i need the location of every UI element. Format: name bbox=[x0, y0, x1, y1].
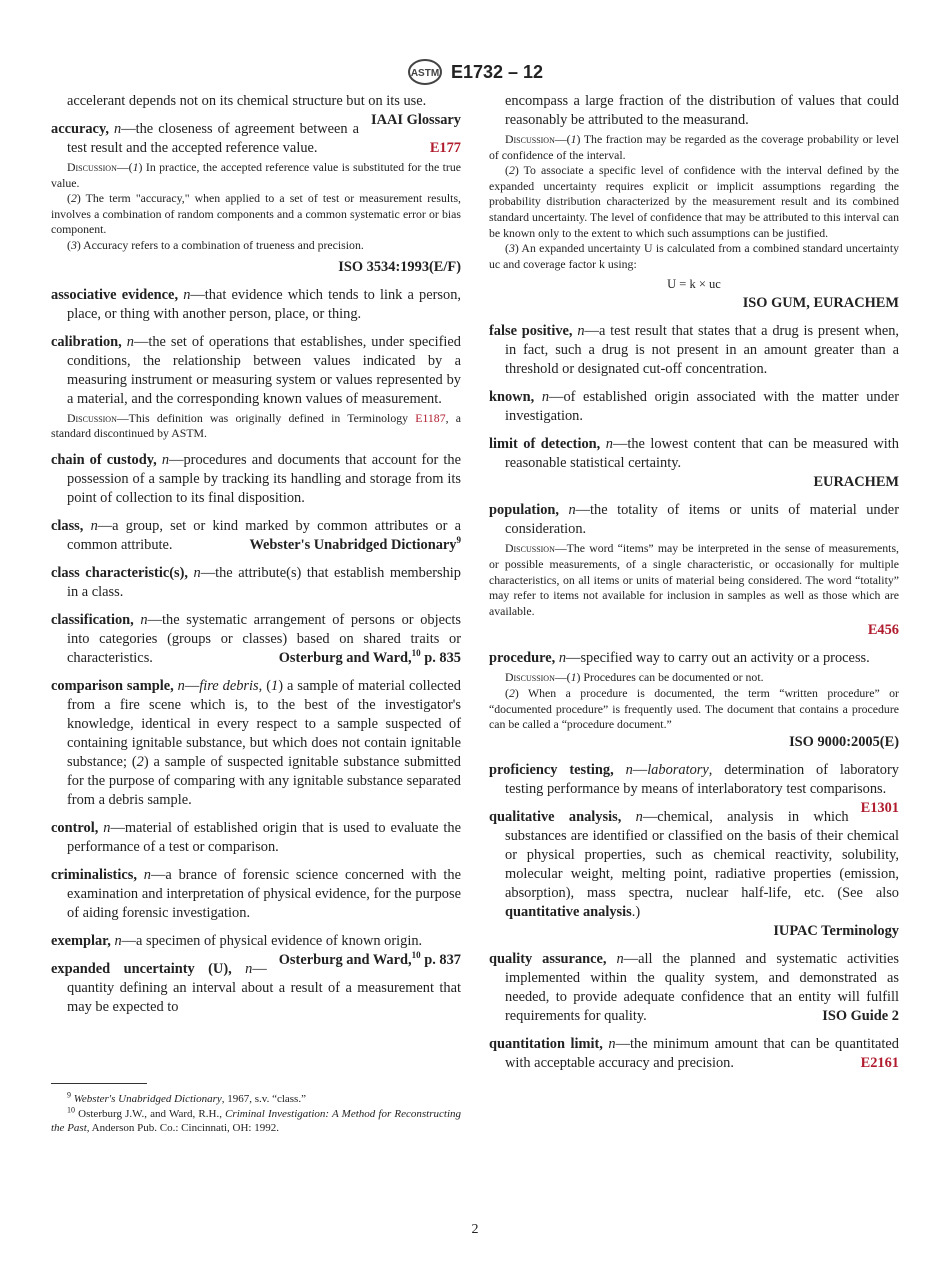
term-entry-chain-of-custody: chain of custody, n—procedures and documents that account for the possession of a sample by tracking its handling and storage from its point of collection to its final disposition. bbox=[51, 451, 461, 506]
link-e1187[interactable]: E1187 bbox=[415, 410, 446, 425]
term-entry-calibration: calibration, n—the set of operations that establishes, under specified conditions, the relationship between values indicated by a measuring instrument or measuring system or values represented by a material, and the corresponding known values of measurement. bbox=[51, 333, 461, 407]
footnote-9: $^9$ Webster's Unabridged Dictionary, 1967, s.v. “class.” bbox=[67, 1090, 306, 1105]
source-ref: EURACHEM bbox=[813, 474, 899, 491]
term-entry-proficiency-testing: proficiency testing, n—laboratory, determination of laboratory testing performance by means of interlaboratory test comparisons. E1301 bbox=[489, 761, 899, 816]
footnotes bbox=[51, 1092, 461, 1136]
link-e177[interactable]: E177 bbox=[429, 140, 461, 156]
page-header bbox=[0, 58, 950, 91]
link-e456[interactable]: E456 bbox=[867, 622, 899, 639]
formula: U = k × uc bbox=[667, 277, 721, 292]
source-ref: ISO 9000:2005(E) bbox=[789, 733, 899, 750]
left-column bbox=[51, 92, 461, 1026]
source-ref: ISO 3534:1993(E/F) bbox=[338, 258, 461, 275]
term-entry-quality-assurance: quality assurance, n—all the planned and systematic activities implemented within the quality system, and demonstrated as needed, to provide adequate confidence that an entity will fulfill requirements for quality. ISO Guide 2 bbox=[489, 950, 899, 1024]
astm-logo-icon bbox=[407, 58, 443, 86]
term-entry-associative-evidence: associative evidence, n—that evidence which tends to link a person, place, or thing with another person, place, or thing. bbox=[51, 286, 461, 322]
footnote-divider bbox=[51, 1083, 147, 1084]
source-ref: Osterburg and Ward,$^{10}$ p. 837 bbox=[278, 949, 461, 968]
discussion: Discussion—The word “items” may be interpreted in the sense of measurements, or possible measurements, of a single characteristic, or occasionally for multiple characteristics, on all items or units of material being considered. The word “totality” may refer to items not available for inclusion in samples as well as those which are available. bbox=[489, 541, 899, 618]
source-ref: ISO GUM, EURACHEM bbox=[742, 295, 899, 312]
continued-entry: encompass a large fraction of the distribution of values that could reasonably be attributed to the measurand. bbox=[505, 93, 899, 128]
source-ref: Osterburg and Ward,$^{10}$ p. 835 bbox=[278, 647, 461, 666]
term-entry-limit-of-detection: limit of detection, n—the lowest content that can be measured with reasonable statistical certainty. bbox=[489, 436, 899, 472]
continued-entry: accelerant depends not on its chemical structure but on its use. IAAI Glossary bbox=[67, 93, 461, 128]
source-ref: Webster's Unabridged Dictionary$^9$ bbox=[249, 534, 461, 553]
term-entry-accuracy: accuracy, n—the closeness of agreement between a test result and the accepted reference value. E177 bbox=[51, 121, 461, 156]
term-entry-class-characteristic: class characteristic(s), n—the attribute(s) that establish membership in a class. bbox=[51, 564, 461, 600]
term-entry-expanded-uncertainty: expanded uncertainty (U), n—quantity defining an interval about a result of a measurement that may be expected to bbox=[51, 960, 461, 1015]
source-ref: ISO Guide 2 bbox=[822, 1007, 899, 1024]
document-number: E1732 – 12 bbox=[450, 61, 544, 82]
page-number: 2 bbox=[471, 1222, 479, 1237]
term-entry-quantitation-limit: quantitation limit, n—the minimum amount that can be quantitated with acceptable accuracy and precision. E2161 bbox=[489, 1035, 899, 1071]
source-ref: IUPAC Terminology bbox=[773, 922, 899, 939]
term-entry-criminalistics: criminalistics, n—a brance of forensic science concerned with the examination and interpretation of physical evidence, for the purpose of aiding forensic investigation. bbox=[51, 866, 461, 921]
see-also-link[interactable]: quantitative analysis bbox=[505, 903, 632, 920]
term-entry-qualitative-analysis: qualitative analysis, n—chemical, analysis in which substances are identified or classified on the basis of their chemical or physical properties, such as chemical reactivity, solubility, molecular weight, melting point, radiative properties (emission, absorption), mass spectra, nuclear half-life, etc. (See also quantitative analysis.) bbox=[489, 808, 899, 920]
source-ref: IAAI Glossary bbox=[371, 112, 461, 128]
link-e1301[interactable]: E1301 bbox=[860, 799, 899, 816]
footnote-10: $^{10}$ Osterburg J.W., and Ward, R.H., Criminal Investigation: A Method for Reconstructing the Past, Anderson Pub. Co.: Cincinnati, OH: 1992. bbox=[51, 1105, 462, 1134]
term-entry-false-positive: false positive, n—a test result that states that a drug is present when, in fact, such a drug is not present in an amount greater than a threshold or designated cut-off concentration. bbox=[489, 323, 900, 378]
right-column bbox=[489, 92, 899, 1082]
term-entry-known: known, n—of established origin associated with the matter under investigation. bbox=[489, 389, 899, 425]
discussion: Discussion—(1) The fraction may be regarded as the coverage probability or level of confidence of the interval. (2) To associate a specific level of confidence with the interval defined by the expanded uncertainty requires explicit or implicit assumptions regarding the probability distribution characterized by the measurement result and its combined standard uncertainty. The level of confidence that may be attributed to this interval can be known only to the extent to which such assumptions can be justified. (3) An expanded uncertainty U is calculated from a combined standard uncertainty uc and coverage factor k using: bbox=[489, 132, 899, 271]
term-entry-control: control, n—material of established origin that is used to evaluate the performance of a test or comparison. bbox=[51, 819, 462, 855]
term-entry-class: class, n—a group, set or kind marked by common attributes or a common attribute. Webster's Unabridged Dictionary$^9$ bbox=[51, 517, 461, 553]
term-entry-comparison-sample: comparison sample, n—fire debris, (1) a sample of material collected from a fire scene which is, to the best of the investigator's knowledge, identical in every respect to a sample suspected of containing ignitable substance, but which does not contain ignitable substance; (2) a sample of suspected ignitable substance submitted for the purpose of comparing with any ignitable substance separated from a debris sample. bbox=[51, 677, 462, 808]
term-entry-exemplar: exemplar, n—a specimen of physical evidence of known origin. Osterburg and Ward,$^{10}$ p. 837 bbox=[51, 932, 461, 968]
discussion: Discussion—(1) Procedures can be documented or not. (2) When a procedure is documented, the term “written procedure” or “documented procedure” is frequently used. The document that contains a procedure can be called a “procedure document.” bbox=[489, 670, 899, 732]
term-entry-classification: classification, n—the systematic arrangement of persons or objects into categories (groups or classes) based on shared traits or characteristics. Osterburg and Ward,$^{10}$ p. 835 bbox=[51, 611, 461, 666]
term-entry-procedure: procedure, n—specified way to carry out an activity or a process. bbox=[489, 650, 870, 667]
term-entry-population: population, n—the totality of items or units of material under consideration. bbox=[489, 502, 899, 538]
discussion: Discussion—This definition was originally defined in Terminology E1187, a standard discontinued by ASTM. bbox=[51, 410, 461, 441]
link-e2161[interactable]: E2161 bbox=[860, 1054, 899, 1071]
discussion: Discussion—(1) In practice, the accepted reference value is substituted for the true value. (2) The term "accuracy," when applied to a set of test or measurement results, involves a combination of random components and a common systematic error or bias component. (3) Accuracy refers to a combination of trueness and precision. bbox=[51, 160, 461, 252]
svg-text:ASTM: ASTM bbox=[410, 68, 440, 79]
